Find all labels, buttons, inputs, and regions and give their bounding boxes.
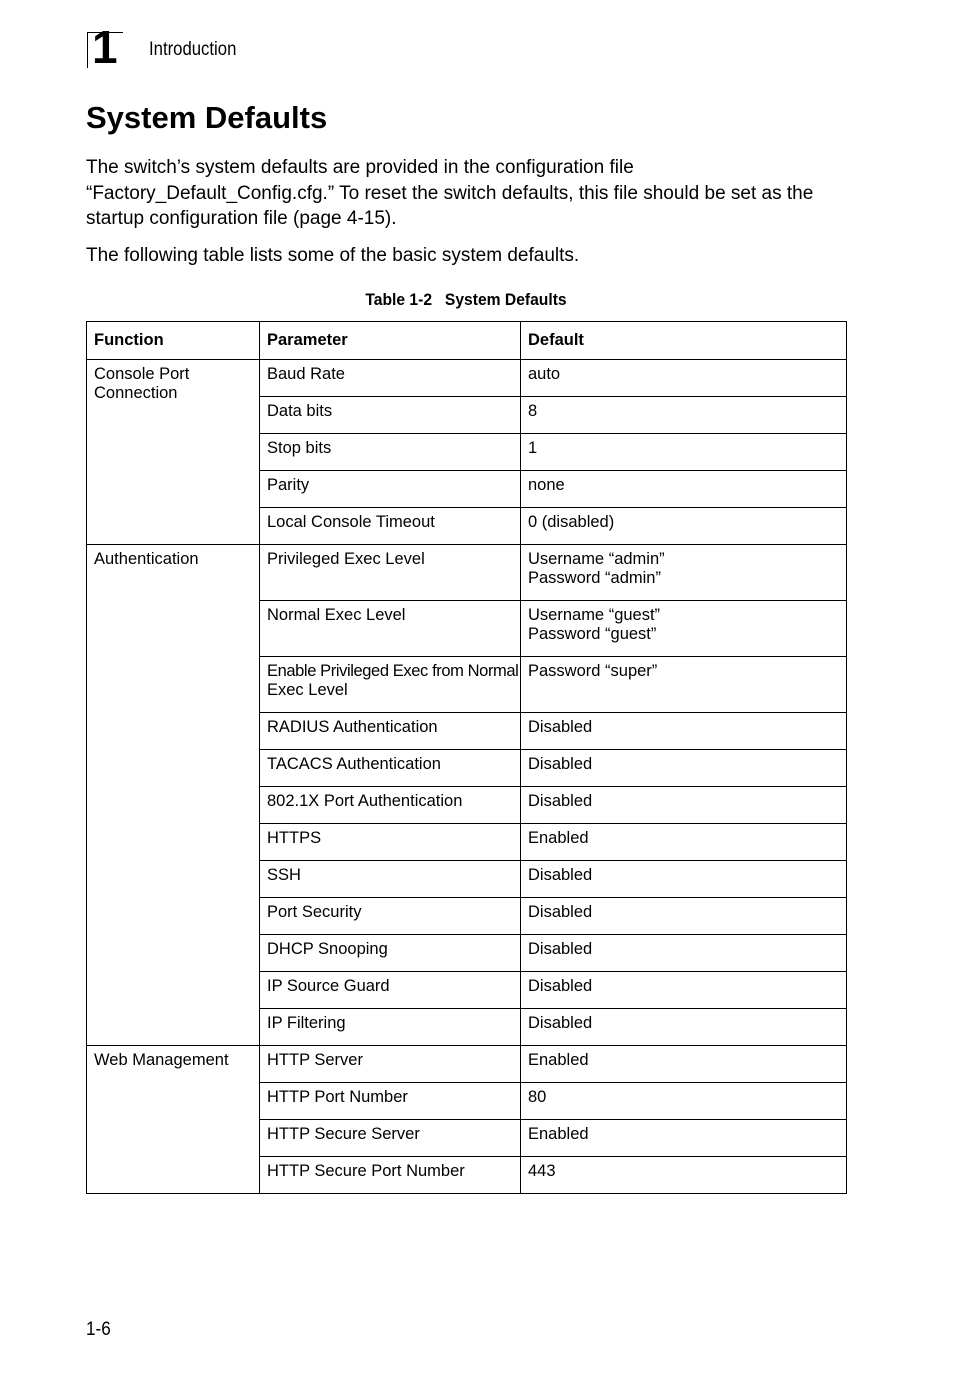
intro-paragraph: The switch’s system defaults are provided in the configuration file “Factory_Default_Config.cfg.” To reset the switch defaults, this file should be set as the startup configuration file (page 4-15).: [86, 157, 814, 229]
default-cell: Disabled: [521, 972, 847, 1009]
default-cell: Enabled: [521, 1046, 847, 1083]
default-cell: Disabled: [521, 935, 847, 972]
parameter-cell: HTTP Secure Port Number: [260, 1157, 521, 1194]
default-cell-line: Username “admin”: [528, 550, 665, 568]
table-row: [87, 1046, 847, 1083]
column-header-function: Function: [87, 322, 260, 360]
parameter-cell: Normal Exec Level: [260, 601, 521, 657]
parameter-cell: SSH: [260, 861, 521, 898]
default-cell: 443: [521, 1157, 847, 1194]
default-cell: Disabled: [521, 787, 847, 824]
parameter-cell: Data bits: [260, 397, 521, 434]
running-header-title: Introduction: [149, 39, 237, 60]
function-cell-authentication: Authentication: [87, 545, 260, 1046]
default-cell: Disabled: [521, 1009, 847, 1046]
parameter-cell: Local Console Timeout: [260, 508, 521, 545]
parameter-cell: HTTP Server: [260, 1046, 521, 1083]
column-header-default: Default: [521, 322, 847, 360]
page-number: 1-6: [86, 1319, 111, 1340]
parameter-cell: RADIUS Authentication: [260, 713, 521, 750]
default-cell: [521, 545, 847, 601]
default-cell: Disabled: [521, 898, 847, 935]
parameter-cell: Stop bits: [260, 434, 521, 471]
default-cell: Disabled: [521, 750, 847, 787]
table-caption-title: System Defaults: [444, 290, 567, 309]
parameter-cell: HTTP Port Number: [260, 1083, 521, 1120]
default-cell-line: Password “guest”: [528, 625, 657, 643]
column-header-parameter: Parameter: [260, 322, 521, 360]
parameter-cell: DHCP Snooping: [260, 935, 521, 972]
default-cell: 80: [521, 1083, 847, 1120]
table-header-row: [87, 322, 847, 360]
default-cell: [521, 601, 847, 657]
parameter-cell: IP Source Guard: [260, 972, 521, 1009]
parameter-cell: HTTP Secure Server: [260, 1120, 521, 1157]
table-caption: [116, 289, 815, 311]
parameter-cell: Port Security: [260, 898, 521, 935]
parameter-cell: HTTPS: [260, 824, 521, 861]
chapter-number: 1: [92, 21, 117, 73]
default-cell: Disabled: [521, 861, 847, 898]
function-cell-console-port: Console Port Connection: [87, 360, 260, 545]
parameter-cell: [260, 657, 521, 713]
parameter-cell: IP Filtering: [260, 1009, 521, 1046]
default-cell-line: Username “guest”: [528, 606, 661, 624]
page-title: System Defaults: [86, 100, 328, 135]
parameter-cell: TACACS Authentication: [260, 750, 521, 787]
default-cell: Enabled: [521, 1120, 847, 1157]
default-cell: 0 (disabled): [521, 508, 847, 545]
parameter-cell-line: Exec Level: [267, 681, 348, 699]
default-cell: none: [521, 471, 847, 508]
parameter-cell: 802.1X Port Authentication: [260, 787, 521, 824]
function-cell-web-management: Web Management: [87, 1046, 260, 1194]
default-cell: Enabled: [521, 824, 847, 861]
parameter-cell-line: Enable Privileged Exec from Normal: [267, 662, 519, 680]
parameter-cell: Baud Rate: [260, 360, 521, 397]
parameter-cell: Privileged Exec Level: [260, 545, 521, 601]
default-cell: 8: [521, 397, 847, 434]
default-cell: 1: [521, 434, 847, 471]
table-row: [87, 545, 847, 601]
table-row: [87, 360, 847, 397]
default-cell-line: Password “admin”: [528, 569, 661, 587]
default-cell: auto: [521, 360, 847, 397]
table-caption-label: Table 1-2: [365, 290, 433, 309]
default-cell: Disabled: [521, 713, 847, 750]
system-defaults-table: [86, 321, 847, 1194]
parameter-cell: Parity: [260, 471, 521, 508]
table-intro-paragraph: The following table lists some of the basic system defaults.: [86, 245, 580, 266]
default-cell: Password “super”: [521, 657, 847, 713]
